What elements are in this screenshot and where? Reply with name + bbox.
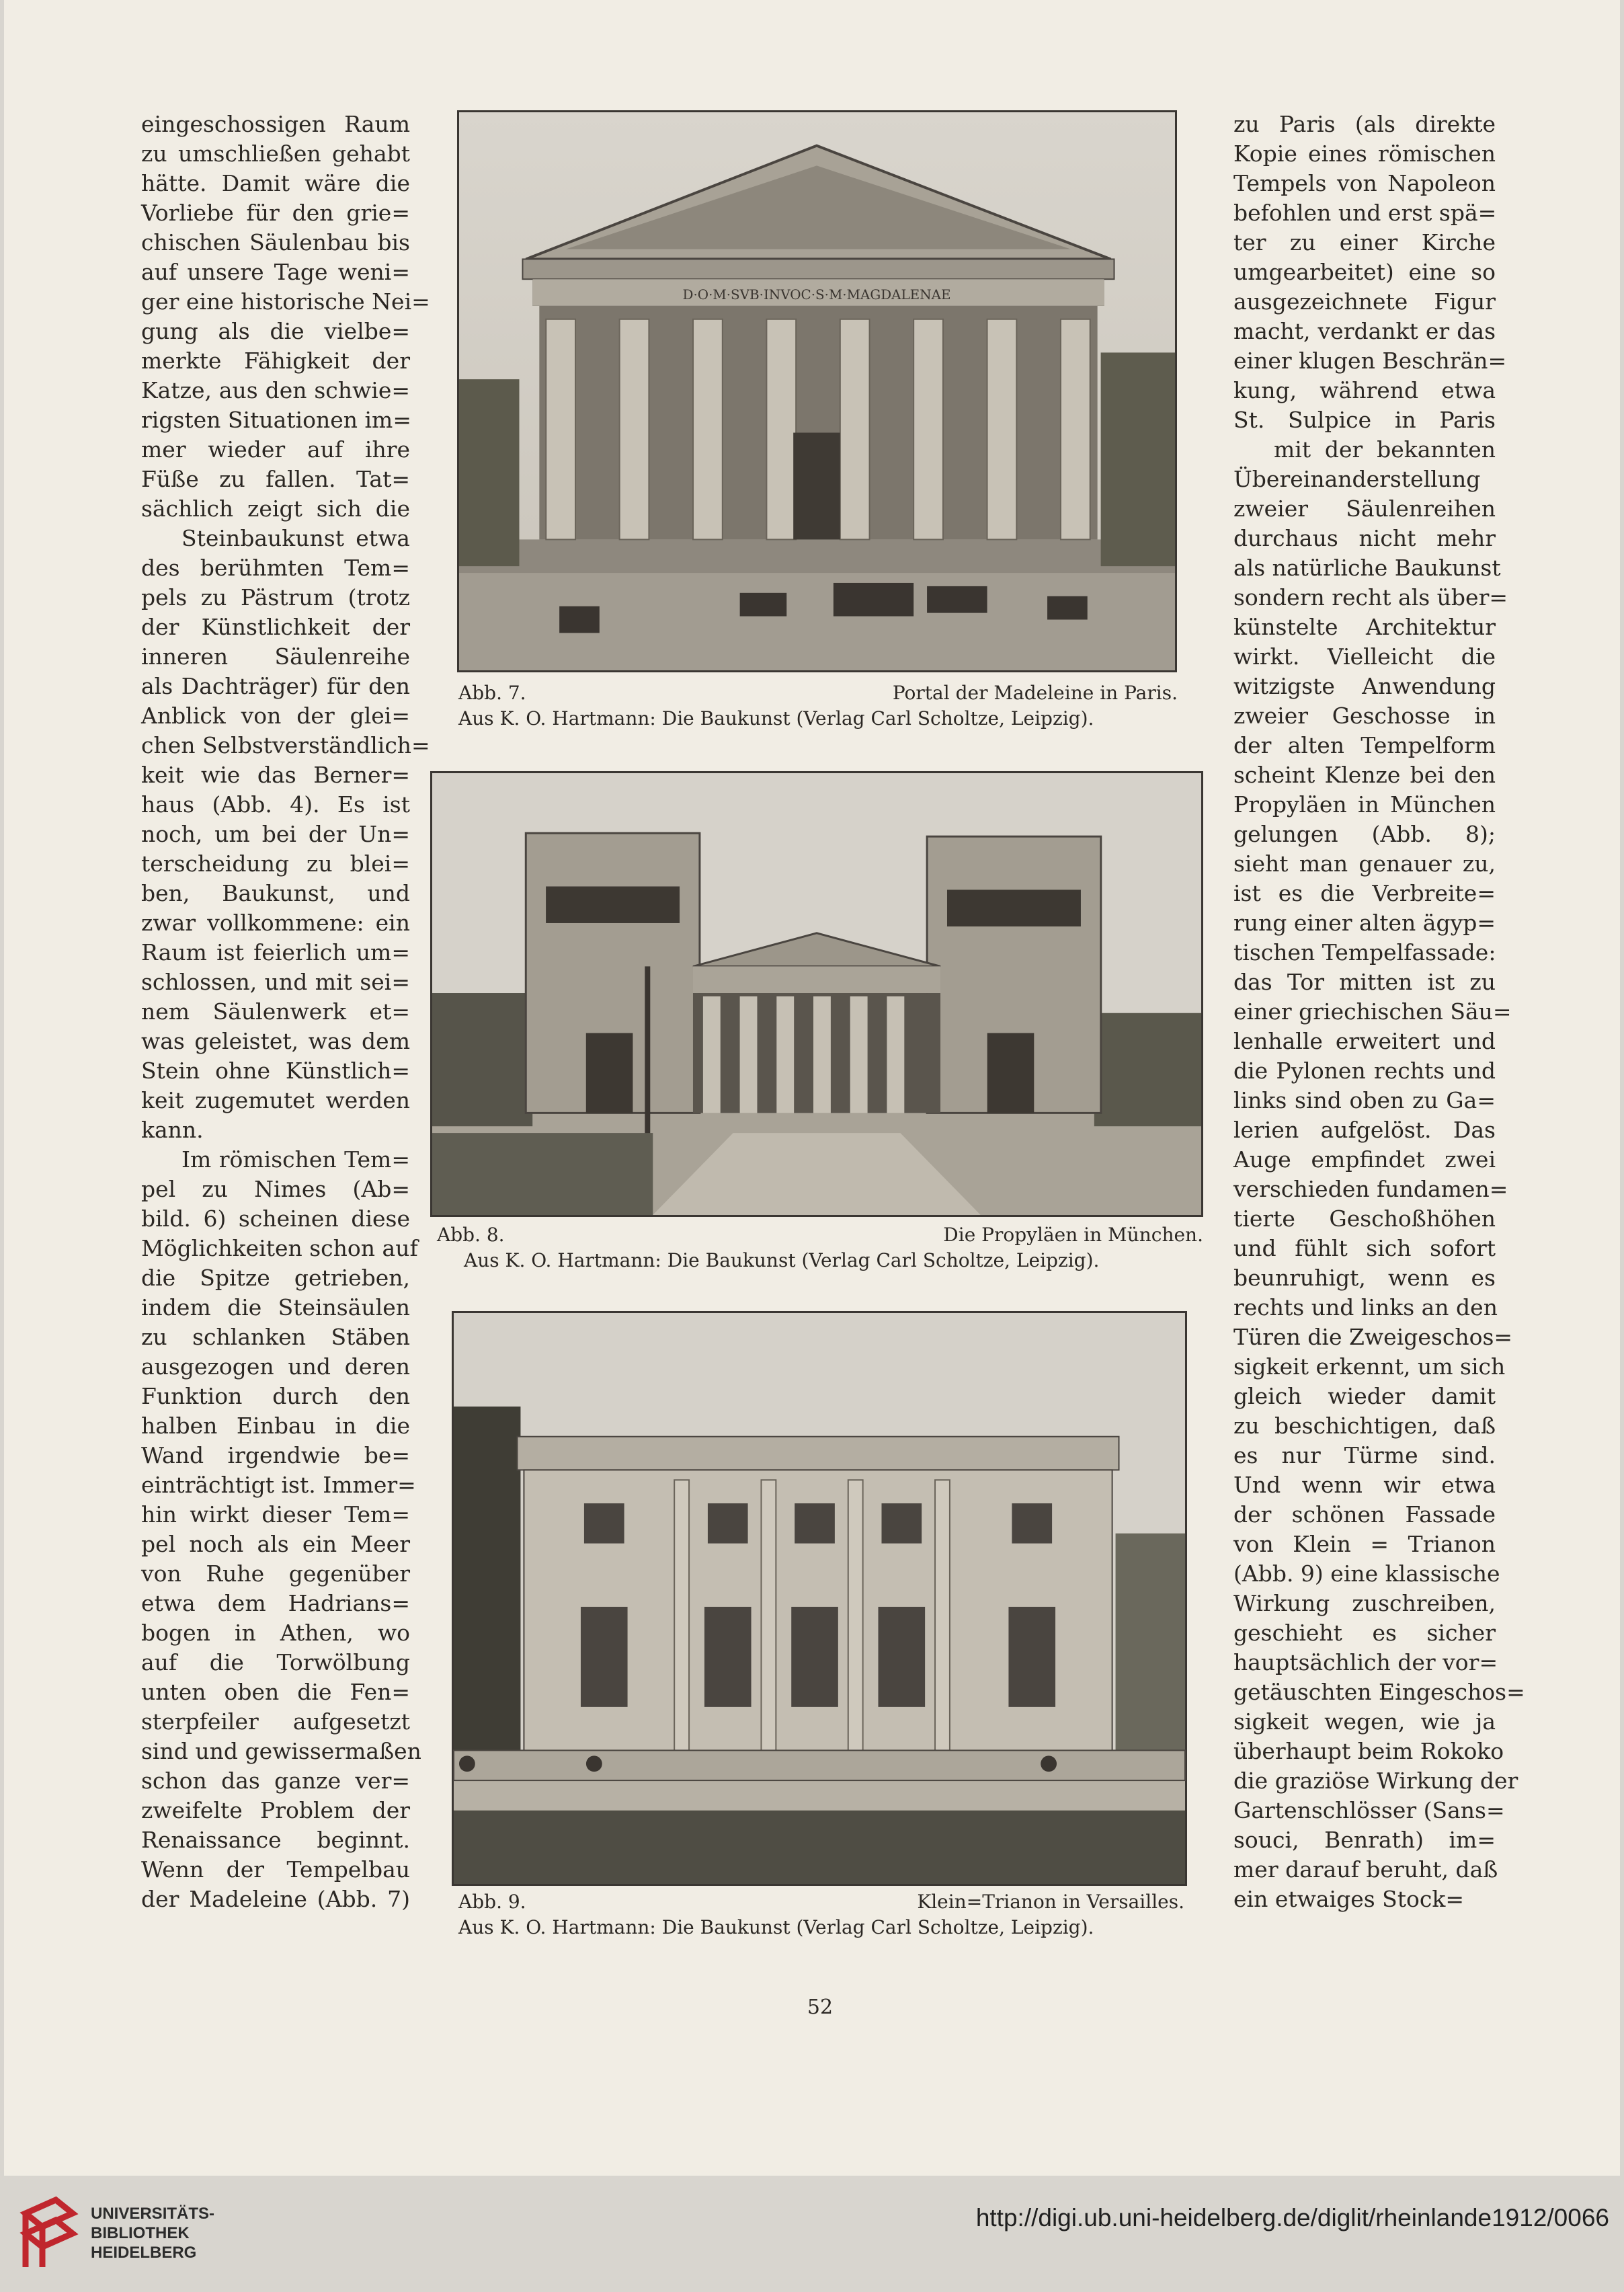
text-line: auf unsere Tage weni= [141,259,410,285]
text-line: Renaissance beginnt. [141,1827,410,1853]
caption-fig8-source: Aus K. O. Hartmann: Die Baukunst (Verlag Carl Scholtze, Leipzig). [464,1249,1100,1271]
caption-fig9 [458,1889,1184,1940]
text-line: ausgezeichnete Figur [1233,288,1496,315]
text-line: rigsten Situationen im= [141,407,411,433]
text-line: künstelte Architektur [1233,614,1496,640]
text-line: Wirkung zuschreiben, [1233,1590,1496,1616]
caption-fig9-label: Abb. 9. [458,1891,526,1913]
text-line: zweier Säulenreihen [1233,496,1496,522]
text-line: der Madeleine (Abb. 7) [141,1886,410,1912]
text-line: hauptsächlich der vor= [1233,1649,1498,1675]
text-line: eingeschossigen Raum [141,111,410,137]
text-line: hin wirkt dieser Tem= [141,1501,410,1528]
text-line: kann. [141,1117,204,1143]
text-line: witzigste Anwendung [1233,673,1496,699]
library-name [91,2204,214,2262]
figure-propylaeen-photo [430,771,1203,1217]
text-line: Füße zu fallen. Tat= [141,466,410,492]
text-line: zweier Geschosse in [1233,703,1496,729]
text-line: rechts und links an den [1233,1294,1498,1320]
text-line: ger eine historische Nei= [141,288,430,315]
library-name-line3: HEIDELBERG [91,2244,197,2262]
page-number: 52 [807,1995,834,2019]
caption-fig7-title: Portal der Madeleine in Paris. [892,682,1178,704]
text-line: die graziöse Wirkung der [1233,1768,1518,1794]
text-line: Und wenn wir etwa [1233,1472,1496,1498]
text-line: einträchtigt ist. Immer= [141,1472,416,1498]
text-line: tierte Geschoßhöhen [1233,1206,1496,1232]
text-line: der alten Tempelform [1233,732,1496,758]
text-line: sigkeit wegen, wie ja [1233,1708,1496,1735]
text-line: zu beschichtigen, daß [1233,1413,1496,1439]
right-text-column [1233,110,1525,1914]
text-line: Vorliebe für den grie= [141,200,410,226]
text-line: sächlich zeigt sich die [141,496,410,522]
text-line: merkte Fähigkeit der [141,348,410,374]
figure-madeleine-photo [457,110,1177,672]
text-line: zu umschließen gehabt [141,141,410,167]
text-line: pel noch als ein Meer [141,1531,410,1557]
text-line: des berühmten Tem= [141,555,410,581]
text-line: die Pylonen rechts und [1233,1058,1496,1084]
text-line: mer wieder auf ihre [141,436,410,463]
text-line: es nur Türme sind. [1233,1442,1496,1468]
text-line: einer griechischen Säu= [1233,998,1512,1025]
text-line: tischen Tempelfassade: [1233,939,1496,965]
caption-fig8-title: Die Propyläen in München. [943,1224,1203,1246]
text-line: Türen die Zweigeschos= [1233,1324,1513,1350]
text-line: das Tor mitten ist zu [1233,969,1496,995]
text-line: zweifelte Problem der [141,1797,410,1823]
text-line: Stein ohne Künstlich= [141,1058,410,1084]
text-line: zwar vollkommene: ein [141,910,410,936]
text-line: chen Selbstverständlich= [141,732,430,758]
text-line: ben, Baukunst, und [141,880,410,906]
text-line: schon das ganze ver= [141,1768,410,1794]
caption-fig8-label: Abb. 8. [437,1224,505,1246]
text-line: halben Einbau in die [141,1413,410,1439]
text-line: bogen in Athen, wo [141,1620,410,1646]
text-line: der schönen Fassade [1233,1501,1496,1528]
text-line: gung als die vielbe= [141,318,410,344]
text-line: sigkeit erkennt, um sich [1233,1353,1506,1380]
text-line: etwa dem Hadrians= [141,1590,410,1616]
text-line: Gartenschlösser (Sans= [1233,1797,1505,1823]
caption-fig9-source: Aus K. O. Hartmann: Die Baukunst (Verlag Carl Scholtze, Leipzig). [458,1916,1094,1938]
caption-fig7 [458,680,1178,732]
text-line: bild. 6) scheinen diese [141,1206,410,1232]
text-line: schlossen, und mit sei= [141,969,410,995]
text-line: links sind oben zu Ga= [1233,1087,1496,1113]
text-line: lenhalle erweitert und [1233,1028,1496,1054]
text-line: getäuschten Eingeschos= [1233,1679,1525,1705]
text-line: Wenn der Tempelbau [141,1856,410,1883]
text-line: hätte. Damit wäre die [141,170,410,196]
text-line: und fühlt sich sofort [1233,1235,1496,1261]
text-line: Übereinanderstellung [1233,466,1481,492]
library-logo-icon [19,2193,79,2274]
text-line: zu schlanken Stäben [141,1324,410,1350]
text-line: nem Säulenwerk et= [141,998,410,1025]
text-line: Propyläen in München [1233,791,1496,818]
text-line: als natürliche Baukunst [1233,555,1501,581]
text-line: Steinbaukunst etwa [181,525,410,551]
text-line: Kopie eines römischen [1233,141,1496,167]
text-line: von Klein = Trianon [1233,1531,1496,1557]
frieze-inscription: D·O·M·SVB·INVOC·S·M·MAGDALENAE [682,287,951,303]
text-line: macht, verdankt er das [1233,318,1496,344]
text-line: sondern recht als über= [1233,584,1508,610]
text-line: befohlen und erst spä= [1233,200,1497,226]
text-line: (Abb. 9) eine klassische [1233,1560,1500,1587]
text-line: terscheidung zu blei= [141,851,410,877]
text-line: ausgezogen und deren [141,1353,410,1380]
text-line: inneren Säulenreihe [141,643,410,670]
text-line: Funktion durch den [141,1383,410,1409]
text-line: Katze, aus den schwie= [141,377,410,403]
text-line: gleich wieder damit [1233,1383,1496,1409]
text-line: mer darauf beruht, daß [1233,1856,1498,1883]
text-line: pel zu Nimes (Ab= [141,1176,410,1202]
text-line: kung, während etwa [1233,377,1496,403]
source-url-link[interactable]: http://digi.ub.uni-heidelberg.de/diglit/rheinlande1912/0066 [975,2204,1609,2231]
text-line: Im römischen Tem= [181,1146,410,1173]
text-line: haus (Abb. 4). Es ist [141,791,410,818]
text-line: lerien aufgelöst. Das [1233,1117,1496,1143]
text-line: durchaus nicht mehr [1233,525,1496,551]
text-line: überhaupt beim Rokoko [1233,1738,1504,1764]
left-text-column [141,110,430,1914]
text-line: keit wie das Berner= [141,762,410,788]
text-line: ist es die Verbreite= [1233,880,1496,906]
text-line: unten oben die Fen= [141,1679,410,1705]
library-name-line1: UNIVERSITÄTS- [91,2205,215,2223]
library-name-line2: BIBLIOTHEK [91,2224,190,2242]
text-line: verschieden fundamen= [1233,1176,1508,1202]
figure-trianon-photo [452,1311,1187,1886]
text-line: Anblick von der glei= [141,703,410,729]
text-line: indem die Steinsäulen [141,1294,410,1320]
text-line: auf die Torwölbung [141,1649,410,1675]
text-line: Möglichkeiten schon auf [141,1235,418,1261]
text-line: souci, Benrath) im= [1233,1827,1496,1853]
text-line: geschieht es sicher [1233,1620,1496,1646]
caption-fig7-source: Aus K. O. Hartmann: Die Baukunst (Verlag Carl Scholtze, Leipzig). [458,707,1094,729]
text-line: gelungen (Abb. 8); [1233,821,1496,847]
text-line: ter zu einer Kirche [1233,229,1496,255]
text-line: mit der bekannten [1274,436,1496,463]
text-line: als Dachträger) für den [141,673,410,699]
text-line: beunruhigt, wenn es [1233,1265,1496,1291]
text-line: von Ruhe gegenüber [141,1560,410,1587]
text-line: umgearbeitet) eine so [1233,259,1496,285]
caption-fig8 [437,1222,1203,1273]
caption-fig9-title: Klein=Trianon in Versailles. [917,1891,1184,1913]
text-line: St. Sulpice in Paris [1233,407,1496,433]
text-line: sterpfeiler aufgesetzt [141,1708,410,1735]
caption-fig7-label: Abb. 7. [458,682,526,704]
text-line: der Künstlichkeit der [141,614,410,640]
text-line: rung einer alten ägyp= [1233,910,1496,936]
text-line: sind und gewissermaßen [141,1738,421,1764]
text-line: Auge empfindet zwei [1233,1146,1496,1173]
text-line: keit zugemutet werden [141,1087,410,1113]
text-line: Wand irgendwie be= [141,1442,410,1468]
text-line: einer klugen Beschrän= [1233,348,1507,374]
text-line: die Spitze getrieben, [141,1265,410,1291]
text-line: Tempels von Napoleon [1233,170,1496,196]
text-line: chischen Säulenbau bis [141,229,410,255]
text-line: noch, um bei der Un= [141,821,410,847]
text-line: Raum ist feierlich um= [141,939,410,965]
text-line: ein etwaiges Stock= [1233,1886,1465,1912]
footer-bar [0,2176,1624,2292]
text-line: was geleistet, was dem [141,1028,410,1054]
text-line: zu Paris (als direkte [1233,111,1496,137]
text-line: sieht man genauer zu, [1233,851,1496,877]
text-line: pels zu Pästrum (trotz [141,584,410,610]
text-line: wirkt. Vielleicht die [1233,643,1496,670]
text-line: scheint Klenze bei den [1233,762,1496,788]
